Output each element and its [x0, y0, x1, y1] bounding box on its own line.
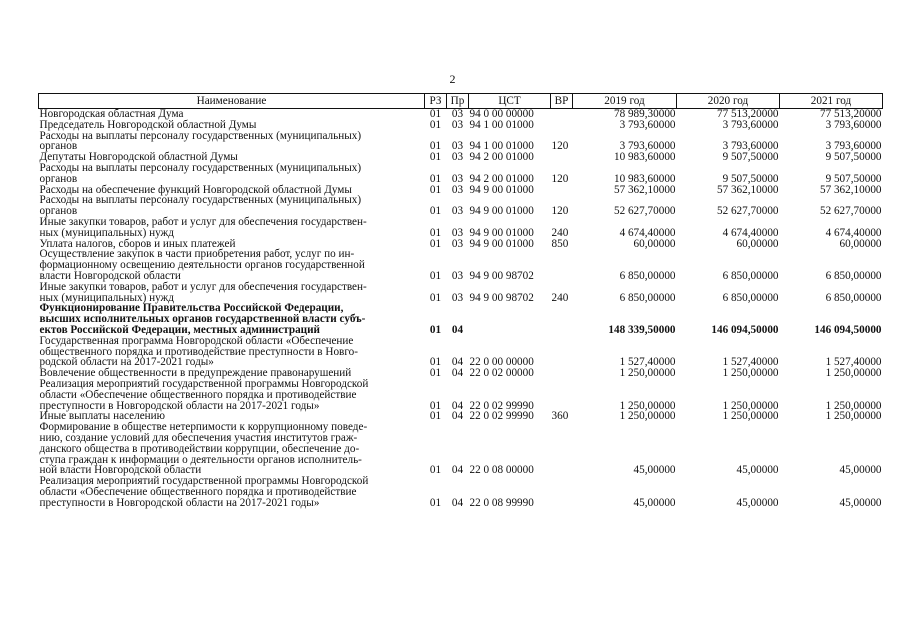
- amount-2021-cell: 52 627,70000: [819, 205, 882, 218]
- pr-cell: 03: [451, 226, 464, 239]
- table-row: [39, 476, 883, 508]
- cst-cell: 94 2 00 01000: [469, 151, 534, 164]
- pr-cell: 04: [451, 496, 464, 509]
- item-name-cell: [39, 249, 425, 281]
- cst-cell: 22 0 02 00000: [469, 367, 534, 380]
- table-row: [39, 379, 883, 411]
- amount-2021-cell: 3 793,60000: [825, 140, 882, 153]
- item-name-line: Расходы на выплаты персоналу государственных (муниципальных): [39, 194, 362, 207]
- header-2021: 2021 год: [780, 94, 883, 109]
- page-number: 2: [449, 72, 456, 86]
- rz-cell: 01: [429, 464, 442, 477]
- table-body: [39, 109, 883, 509]
- amount-2021-cell: 1 527,40000: [825, 356, 882, 369]
- amount-2020-cell: 9 507,50000: [722, 151, 779, 164]
- table-row: [39, 120, 883, 131]
- rz-cell: 01: [429, 269, 442, 282]
- header-2020: 2020 год: [677, 94, 780, 109]
- item-name-line: ектов Российской Федерации, местных администраций: [39, 323, 321, 336]
- item-name-line: Формирование в обществе нетерпимости к коррупционному поведе-: [39, 421, 368, 434]
- amount-2019-cell: 52 627,70000: [613, 205, 676, 218]
- item-name-cell: [39, 120, 425, 131]
- rz-cell: 01: [429, 367, 442, 380]
- item-name-cell: [39, 303, 425, 335]
- cst-cell: 22 0 08 00000: [469, 464, 534, 477]
- rz-cell: 01: [429, 108, 442, 120]
- cst-cell: 94 1 00 01000: [469, 140, 534, 153]
- item-name-line: Реализация мероприятий государственной программы Новгородской: [39, 475, 369, 488]
- amount-2019-cell: 1 250,00000: [619, 410, 676, 423]
- pr-cell: 03: [451, 172, 464, 185]
- amount-2019-cell: 4 674,40000: [619, 226, 676, 239]
- cst-cell: 94 9 00 01000: [469, 226, 534, 239]
- item-name-line: данского общества в противодействии коррупции, обеспечение до-: [39, 442, 360, 455]
- item-name-line: Новгородская областная Дума: [39, 108, 184, 120]
- vr-cell: [551, 152, 573, 163]
- amount-2020-cell: 45,00000: [736, 464, 779, 477]
- amount-2021-cell: 6 850,00000: [825, 291, 882, 304]
- amount-2020-cell: 57 362,10000: [716, 183, 779, 196]
- cst-cell: 22 0 00 00000: [469, 356, 534, 369]
- pr-cell: 03: [451, 108, 464, 120]
- vr-cell: [551, 249, 573, 281]
- rz-cell: 01: [429, 118, 442, 131]
- amount-2021-cell: 57 362,10000: [819, 183, 882, 196]
- vr-cell: 360: [551, 410, 569, 423]
- amount-2019-cell: 3 793,60000: [619, 118, 676, 131]
- amount-2021-cell: 45,00000: [839, 464, 882, 477]
- item-name-line: Председатель Новгородской областной Думы: [39, 118, 257, 131]
- amount-2020-cell: 1 250,00000: [722, 410, 779, 423]
- pr-cell: 03: [451, 118, 464, 131]
- item-name-line: Осуществление закупок в части приобретения работ, услуг по ин-: [39, 248, 355, 261]
- amount-2020-cell: 1 250,00000: [722, 367, 779, 380]
- table-row: [39, 163, 883, 185]
- amount-2021-cell: 1 250,00000: [825, 367, 882, 380]
- item-name-line: ной власти Новгородской области: [39, 464, 202, 477]
- item-name-line: родской области на 2017-2021 годы»: [39, 356, 214, 369]
- cst-cell: 94 9 00 98702: [469, 269, 534, 282]
- amount-2020-cell: 3 793,60000: [722, 140, 779, 153]
- rz-cell: 01: [429, 140, 442, 153]
- vr-cell: [551, 120, 573, 131]
- cst-cell: [469, 303, 551, 335]
- table-row: [39, 249, 883, 281]
- table-row: [39, 422, 883, 476]
- item-name-line: высших исполнительных органов государственной власти субъ-: [39, 313, 366, 326]
- header-cst: ЦСТ: [469, 94, 551, 109]
- amount-2020-cell: 146 094,50000: [711, 323, 779, 336]
- amount-2021-cell: 1 250,00000: [825, 410, 882, 423]
- item-name-line: Иные закупки товаров, работ и услуг для обеспечения государствен-: [39, 215, 367, 228]
- rz-cell: 01: [429, 399, 442, 412]
- amount-2021-cell: 9 507,50000: [825, 151, 882, 164]
- amount-2021-cell: 3 793,60000: [825, 118, 882, 131]
- amount-2021-cell: 1 250,00000: [825, 399, 882, 412]
- cst-cell: 94 1 00 01000: [469, 118, 534, 131]
- item-name-line: преступности в Новгородской области на 2017-2021 годы»: [39, 496, 320, 509]
- vr-cell: 240: [551, 291, 569, 304]
- amount-2019-cell: 45,00000: [633, 464, 676, 477]
- item-name-line: ных (муниципальных) нужд: [39, 291, 174, 304]
- amount-2020-cell: 1 250,00000: [722, 399, 779, 412]
- rz-cell: 01: [429, 151, 442, 164]
- rz-cell: 01: [429, 237, 442, 250]
- amount-2019-cell: 60,00000: [633, 237, 676, 250]
- item-name-line: Иные закупки товаров, работ и услуг для обеспечения государствен-: [39, 280, 367, 293]
- vr-cell: 120: [551, 205, 569, 218]
- header-rz: РЗ: [425, 94, 447, 109]
- amount-2020-cell: 4 674,40000: [722, 226, 779, 239]
- item-name-line: нию, создание условий для обеспечения участия институтов граж-: [39, 431, 358, 444]
- item-name-cell: [39, 195, 425, 217]
- cst-cell: 94 0 00 00000: [469, 108, 534, 120]
- rz-cell: 01: [429, 291, 442, 304]
- amount-2019-cell: 45,00000: [633, 496, 676, 509]
- vr-cell: [551, 336, 573, 368]
- item-name-line: Расходы на выплаты персоналу государственных (муниципальных): [39, 129, 362, 142]
- vr-cell: 850: [551, 237, 569, 250]
- amount-2021-cell: 4 674,40000: [825, 226, 882, 239]
- pr-cell: 03: [451, 237, 464, 250]
- rz-cell: 01: [429, 226, 442, 239]
- item-name-line: органов: [39, 140, 78, 153]
- vr-cell: [551, 476, 573, 508]
- header-vr: ВР: [551, 94, 573, 109]
- table-row: [39, 131, 883, 153]
- cst-cell: 94 9 00 98702: [469, 291, 534, 304]
- item-name-cell: [39, 217, 425, 239]
- header-row: [39, 94, 883, 109]
- pr-cell: 03: [451, 140, 464, 153]
- vr-cell: [551, 368, 573, 379]
- amount-2021-cell: 146 094,50000: [814, 323, 882, 336]
- amount-2020-cell: 6 850,00000: [722, 291, 779, 304]
- amount-2021-cell: 60,00000: [839, 237, 882, 250]
- amount-2019-cell: 1 250,00000: [619, 399, 676, 412]
- amount-2020-cell: 60,00000: [736, 237, 779, 250]
- amount-2019-cell: 1 250,00000: [619, 367, 676, 380]
- item-name-cell: [39, 163, 425, 185]
- header-2019: 2019 год: [573, 94, 677, 109]
- rz-cell: 01: [429, 496, 442, 509]
- rz-cell: 01: [429, 183, 442, 196]
- pr-cell: 04: [451, 399, 464, 412]
- vr-cell: 120: [551, 172, 569, 185]
- amount-2020-cell: 1 527,40000: [722, 356, 779, 369]
- item-name-line: Государственная программа Новгородской области «Обеспечение: [39, 334, 354, 347]
- pr-cell: 03: [451, 183, 464, 196]
- vr-cell: 120: [551, 140, 569, 153]
- header-pr: Пр: [447, 94, 469, 109]
- item-name-line: формационному освещению деятельности органов государственной: [39, 259, 365, 272]
- amount-2019-cell: 1 527,40000: [619, 356, 676, 369]
- cst-cell: 94 2 00 01000: [469, 172, 534, 185]
- item-name-line: органов: [39, 205, 78, 218]
- amount-2021-cell: 45,00000: [839, 496, 882, 509]
- item-name-cell: [39, 379, 425, 411]
- amount-2019-cell: 148 339,50000: [608, 323, 676, 336]
- item-name-cell: [39, 131, 425, 153]
- amount-2019-cell: 6 850,00000: [619, 291, 676, 304]
- budget-table: [38, 93, 883, 508]
- amount-2021-cell: 6 850,00000: [825, 269, 882, 282]
- item-name-line: Расходы на обеспечение функций Новгородской областной Думы: [39, 183, 352, 196]
- amount-2019-cell: 10 983,60000: [613, 151, 676, 164]
- amount-2019-cell: 6 850,00000: [619, 269, 676, 282]
- table-row: [39, 195, 883, 217]
- table-row: [39, 336, 883, 368]
- cst-cell: 22 0 02 99990: [469, 399, 534, 412]
- rz-cell: 01: [429, 356, 442, 369]
- item-name-line: Иные выплаты населению: [39, 410, 165, 423]
- item-name-cell: [39, 476, 425, 508]
- rz-cell: 01: [429, 323, 442, 336]
- item-name-cell: [39, 422, 425, 476]
- vr-cell: [551, 303, 573, 335]
- amount-2020-cell: 3 793,60000: [722, 118, 779, 131]
- amount-2020-cell: 52 627,70000: [716, 205, 779, 218]
- pr-cell: 03: [451, 151, 464, 164]
- amount-2019-cell: 57 362,10000: [613, 183, 676, 196]
- item-name-line: Вовлечение общественности в предупреждение правонарушений: [39, 367, 352, 380]
- pr-cell: 03: [451, 269, 464, 282]
- amount-2019-cell: 78 989,30000: [613, 108, 676, 120]
- cst-cell: 22 0 08 99990: [469, 496, 534, 509]
- table-row: [39, 282, 883, 304]
- amount-2021-cell: 9 507,50000: [825, 172, 882, 185]
- cst-cell: 22 0 02 99990: [469, 410, 534, 423]
- pr-cell: 04: [451, 323, 464, 336]
- item-name-line: преступности в Новгородской области на 2017-2021 годы»: [39, 399, 320, 412]
- item-name-line: области «Обеспечение общественного порядка и противодействие: [39, 388, 357, 401]
- header-name: Наименование: [39, 94, 425, 109]
- item-name-line: Функционирование Правительства Российской Федерации,: [39, 302, 344, 315]
- item-name-line: общественного порядка и противодействие преступности в Новго-: [39, 345, 358, 358]
- vr-cell: 240: [551, 226, 569, 239]
- amount-2021-cell: 77 513,20000: [819, 108, 882, 120]
- item-name-line: Реализация мероприятий государственной программы Новгородской: [39, 377, 369, 390]
- cst-cell: 94 9 00 01000: [469, 205, 534, 218]
- vr-cell: [551, 379, 573, 411]
- item-name-cell: [39, 282, 425, 304]
- item-name-line: Уплата налогов, сборов и иных платежей: [39, 237, 236, 250]
- pr-cell: 03: [451, 205, 464, 218]
- item-name-line: власти Новгородской области: [39, 269, 181, 282]
- item-name-line: органов: [39, 172, 78, 185]
- item-name-line: области «Обеспечение общественного порядка и противодействие: [39, 485, 357, 498]
- item-name-line: ступа граждан к информации о деятельности органов исполнитель-: [39, 453, 362, 466]
- pr-cell: 03: [451, 291, 464, 304]
- table-row: [39, 303, 883, 335]
- amount-2020-cell: 45,00000: [736, 496, 779, 509]
- amount-2020-cell: 9 507,50000: [722, 172, 779, 185]
- vr-cell: [551, 109, 573, 120]
- rz-cell: 01: [429, 172, 442, 185]
- pr-cell: 04: [451, 367, 464, 380]
- pr-cell: 04: [451, 410, 464, 423]
- amount-2020-cell: 6 850,00000: [722, 269, 779, 282]
- cst-cell: 94 9 00 01000: [469, 237, 534, 250]
- amount-2020-cell: 77 513,20000: [716, 108, 779, 120]
- rz-cell: 01: [429, 205, 442, 218]
- amount-2019-cell: 3 793,60000: [619, 140, 676, 153]
- item-name-line: Депутаты Новгородской областной Думы: [39, 151, 238, 164]
- table-row: [39, 217, 883, 239]
- pr-cell: 04: [451, 464, 464, 477]
- item-name-line: Расходы на выплаты персоналу государственных (муниципальных): [39, 161, 362, 174]
- item-name-line: ных (муниципальных) нужд: [39, 226, 174, 239]
- vr-cell: [551, 185, 573, 196]
- pr-cell: 04: [451, 356, 464, 369]
- cst-cell: 94 9 00 01000: [469, 183, 534, 196]
- amount-2019-cell: 10 983,60000: [613, 172, 676, 185]
- vr-cell: [551, 422, 573, 476]
- rz-cell: 01: [429, 410, 442, 423]
- item-name-cell: [39, 336, 425, 368]
